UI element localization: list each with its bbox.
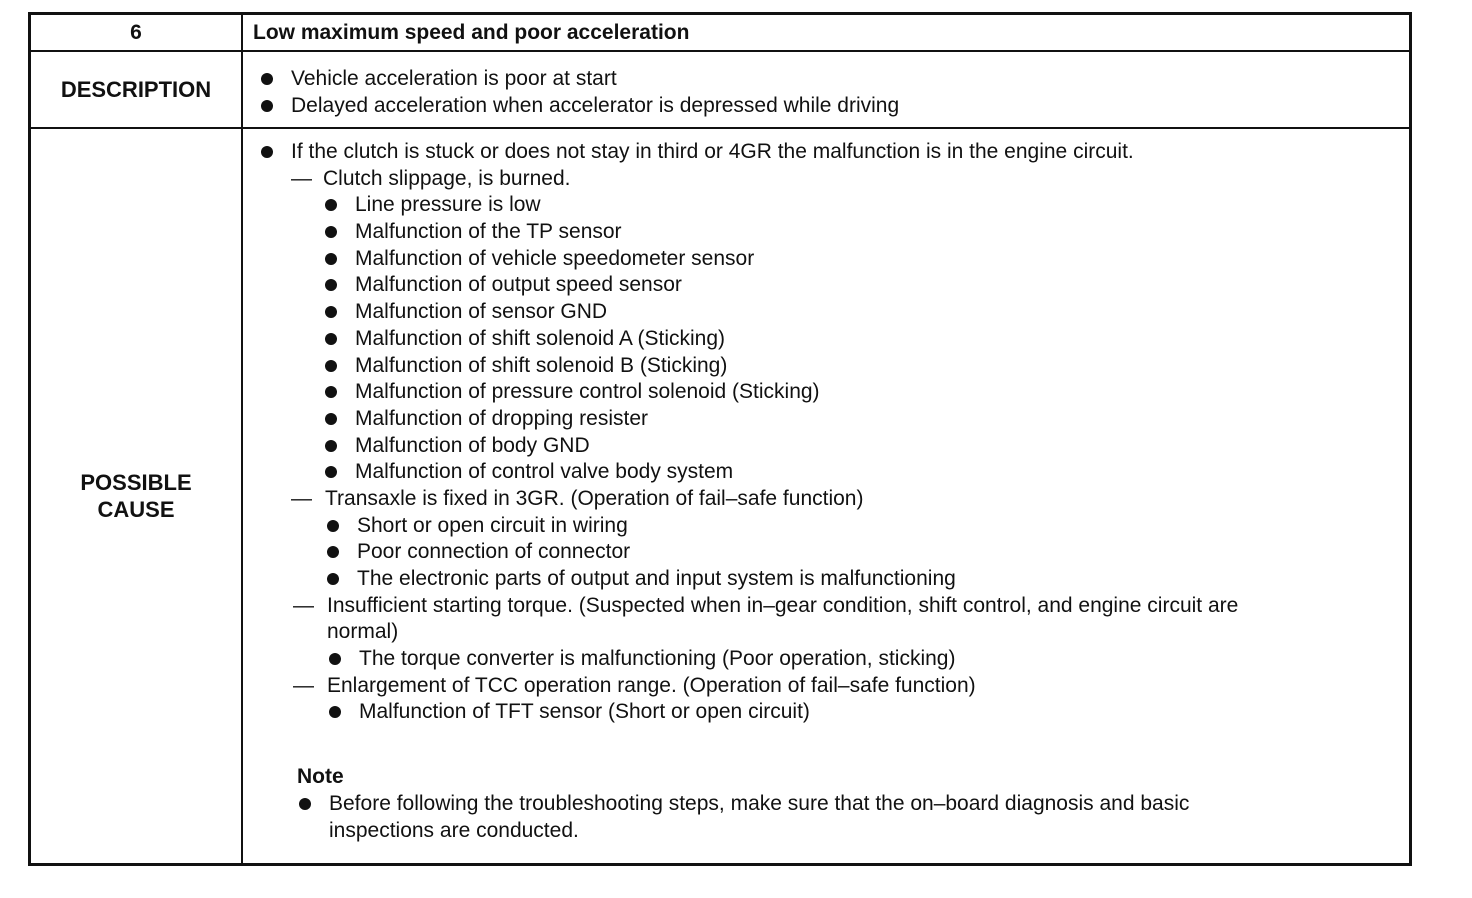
bullet-icon [261,146,273,158]
header-row [31,15,1409,52]
bullet-icon [299,798,311,810]
note-item: Before following the troubleshooting steps, make sure that the on–board diagnosis and basic [243,791,1409,818]
list-item: Poor connection of connector [243,539,1409,566]
list-item: Malfunction of output speed sensor [243,272,1409,299]
note-title: Note [297,765,344,789]
bullet-icon [325,306,337,318]
bullet-icon [325,199,337,211]
list-item: Malfunction of body GND [243,433,1409,460]
dash-marker: — [291,486,312,510]
troubleshooting-table [28,12,1412,866]
cause-group-heading: — Transaxle is fixed in 3GR. (Operation of fail–safe function) [291,486,864,510]
item-number: 6 [31,15,243,50]
symptom-title: Low maximum speed and poor acceleration [253,20,690,44]
bullet-icon [261,73,273,85]
bullet-icon [327,520,339,532]
cause-group-heading: — Clutch slippage, is burned. [291,166,571,190]
bullet-icon [325,279,337,291]
bullet-icon [329,653,341,665]
list-item: Malfunction of control valve body system [243,459,1409,486]
bullet-icon [325,333,337,345]
list-item: Malfunction of pressure control solenoid (Sticking) [243,379,1409,406]
description-label: DESCRIPTION [31,52,243,127]
list-item: Malfunction of shift solenoid A (Sticking) [243,326,1409,353]
possible-cause-content [243,129,1409,863]
bullet-icon [327,573,339,585]
list-item: Short or open circuit in wiring [243,513,1409,540]
possible-cause-row [31,129,1409,863]
list-item: The torque converter is malfunctioning (Poor operation, sticking) [243,646,1409,673]
bullet-icon [327,546,339,558]
list-item: Malfunction of dropping resister [243,406,1409,433]
cause-intro: If the clutch is stuck or does not stay in third or 4GR the malfunction is in the engine circuit. [243,139,1409,166]
list-item: Malfunction of TFT sensor (Short or open circuit) [243,699,1409,726]
note-item-continued: inspections are conducted. [329,818,579,842]
description-row [31,52,1409,129]
bullet-icon [325,440,337,452]
bullet-icon [325,226,337,238]
list-item: Malfunction of the TP sensor [243,219,1409,246]
dash-marker: — [291,166,312,190]
list-item: Line pressure is low [243,192,1409,219]
list-item: Malfunction of sensor GND [243,299,1409,326]
bullet-icon [325,466,337,478]
list-item: Vehicle acceleration is poor at start [243,66,1409,93]
bullet-icon [325,386,337,398]
list-item: Malfunction of vehicle speedometer sensor [243,246,1409,273]
bullet-icon [329,706,341,718]
possible-cause-label: POSSIBLE CAUSE [31,129,243,863]
list-item: Delayed acceleration when accelerator is depressed while driving [243,93,1409,120]
description-content [243,52,1409,127]
list-item: The electronic parts of output and input system is malfunctioning [243,566,1409,593]
bullet-icon [261,100,273,112]
cause-group-heading: — Insufficient starting torque. (Suspected when in–gear condition, shift control, and engine circuit are [293,593,1239,617]
cause-group-heading-continued: normal) [327,620,399,644]
dash-marker: — [293,593,314,617]
cause-group-heading: — Enlargement of TCC operation range. (Operation of fail–safe function) [293,673,976,697]
dash-marker: — [293,673,314,697]
bullet-icon [325,360,337,372]
bullet-icon [325,413,337,425]
bullet-icon [325,253,337,265]
list-item: Malfunction of shift solenoid B (Sticking) [243,353,1409,380]
